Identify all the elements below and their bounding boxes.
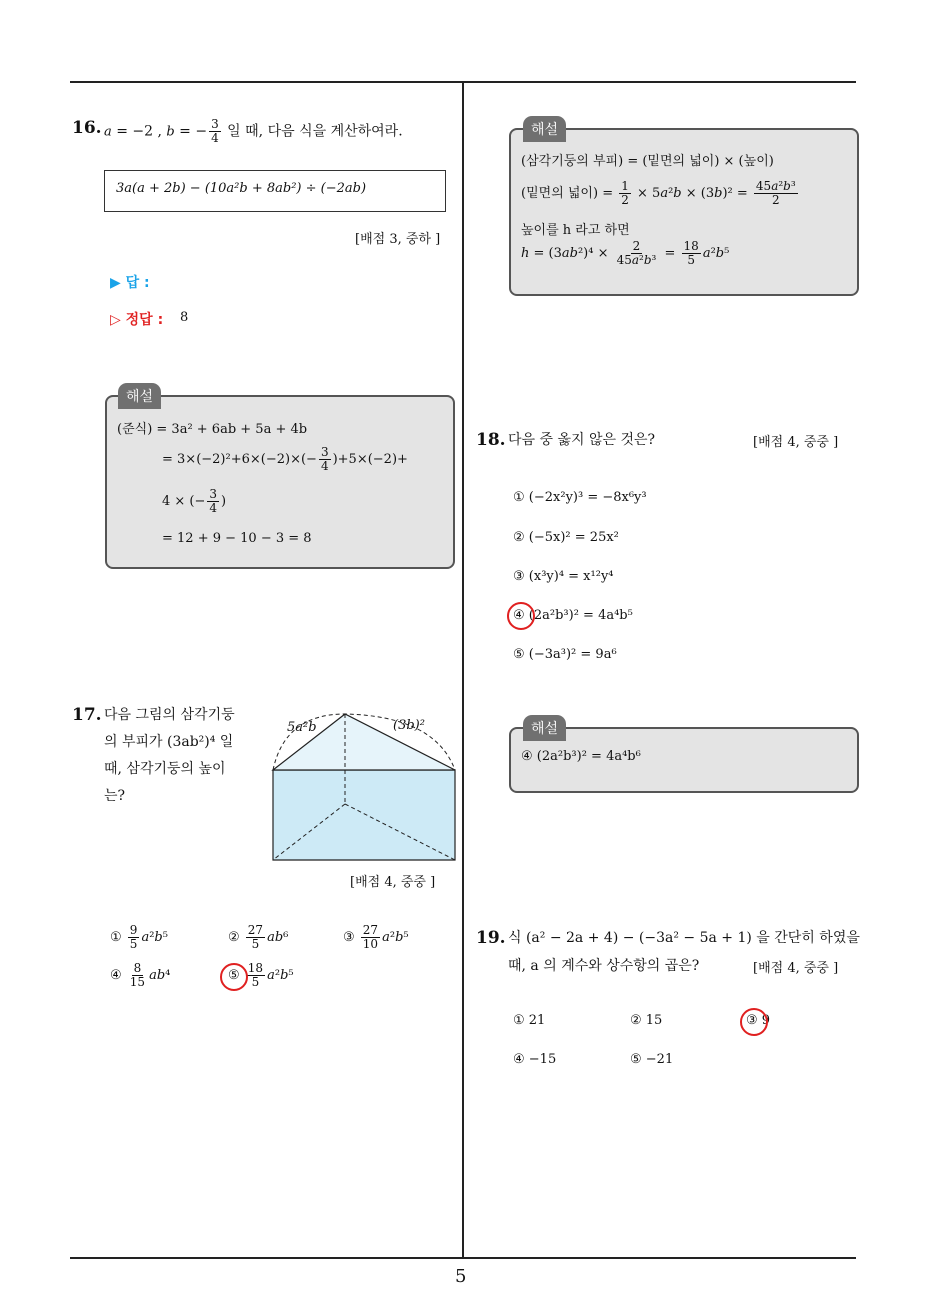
bottom-rule [70, 1257, 856, 1259]
q19-meta: [배점 4, 중중 ] [753, 961, 839, 976]
q18-option-2[interactable]: ② (−5x)² = 25x² [513, 530, 619, 545]
q19-option-4[interactable]: ④ −15 [513, 1052, 557, 1067]
q17-option-3[interactable]: ③ $\frac{27}{10}$ a²b⁵ [343, 923, 409, 951]
q18-solution-tag: 해설 [523, 715, 566, 741]
q17-option-2[interactable]: ② $\frac{27}{5}$ ab⁶ [228, 923, 289, 951]
q17-solution-line-1: (삼각기둥의 부피) = (밑면의 넓이) × (높이) [521, 154, 774, 169]
q19-option-5[interactable]: ⑤ −21 [630, 1052, 674, 1067]
q16-solution-line-2: = 3×(−2)²+6×(−2)×(− $\frac{3}{4}$ )+5×(−2)+ [162, 445, 408, 473]
q17-solution-tag: 해설 [523, 116, 566, 142]
q17-figure-label-1: 5a²b [287, 720, 317, 735]
q17-figure-label-2: (3b)² [393, 718, 425, 733]
q18-text: 다음 중 옳지 않은 것은? [508, 432, 656, 448]
q18-number: 18. [476, 430, 506, 450]
column-divider [462, 82, 464, 1257]
q17-solution-line-3: 높이를 h 라고 하면 [521, 223, 630, 238]
q16-condition: a = −2 , b = − $\frac{3}{4}$ 일 때, 다음 식을 계산하여라. [104, 117, 403, 145]
q18-selected-mark [507, 602, 535, 630]
q17-text-4: 는? [104, 788, 126, 804]
q19-option-2[interactable]: ② 15 [630, 1013, 663, 1028]
q17-option-4[interactable]: ④ $\frac{8}{15}$ ab⁴ [110, 961, 171, 989]
q16-expression: 3a(a + 2b) − (10a²b + 8ab²) ÷ (−2ab) [116, 181, 367, 196]
q16-correct-value: 8 [180, 310, 189, 325]
q16-answer-label: ▶ 답 : [110, 275, 150, 291]
q19-selected-mark [740, 1008, 771, 1036]
q18-option-3[interactable]: ③ (x³y)⁴ = x¹²y⁴ [513, 569, 614, 584]
q17-solution-line-2: (밑면의 넓이) = $\frac{1}{2}$ × 5a²b × (3b)² = $\frac{\text{45a²b³}}{2}$ [521, 179, 796, 207]
q17-text-1: 다음 그림의 삼각기둥 [104, 707, 235, 723]
q19-number: 19. [476, 928, 506, 948]
q19-text-1: 식 (a² − 2a + 4) − (−3a² − 5a + 1) 을 간단히 하였을 [508, 930, 860, 946]
q18-option-1[interactable]: ① (−2x²y)³ = −8x⁶y³ [513, 490, 647, 505]
q18-solution-line: ④ (2a²b³)² = 4a⁴b⁶ [521, 749, 641, 764]
q19-option-1[interactable]: ① 21 [513, 1013, 546, 1028]
q17-selected-mark [220, 963, 248, 991]
q17-option-5[interactable]: ⑤ $\frac{18}{5}$ a²b⁵ [228, 961, 294, 989]
q16-solution-tag: 해설 [118, 383, 161, 409]
q16-correct-label: ▷ 정답 : [110, 312, 164, 328]
q17-text-3: 때, 삼각기둥의 높이 [104, 761, 226, 777]
q16-solution-line-1: (준식) = 3a² + 6ab + 5a + 4b [117, 422, 308, 437]
q16-number: 16. [72, 118, 102, 138]
q17-meta: [배점 4, 중중 ] [350, 875, 436, 890]
q16-meta: [배점 3, 중하 ] [355, 232, 441, 247]
q19-option-3[interactable]: ③ 9 [746, 1013, 771, 1028]
q18-option-5[interactable]: ⑤ (−3a³)² = 9a⁶ [513, 647, 617, 662]
q18-option-4[interactable]: ④ (2a²b³)² = 4a⁴b⁵ [513, 608, 633, 623]
q17-solution-line-4: h = (3ab²)⁴ × $\frac{2}{\text{45a²b³}}$ = $\frac{18}{5}$ a²b⁵ [521, 239, 730, 267]
q17-text-2: 의 부피가 (3ab²)⁴ 일 [104, 734, 234, 750]
q16-solution-line-3: 4 × (− $\frac{3}{4}$ ) [162, 487, 227, 515]
q19-text-2: 때, a 의 계수와 상수항의 곱은? [508, 958, 700, 974]
page-number: 5 [455, 1266, 467, 1287]
q16-solution-line-4: = 12 + 9 − 10 − 3 = 8 [162, 531, 312, 546]
q17-number: 17. [72, 705, 102, 725]
q17-option-1[interactable]: ① $\frac{9}{5}$ a²b⁵ [110, 923, 168, 951]
q18-meta: [배점 4, 중중 ] [753, 435, 839, 450]
